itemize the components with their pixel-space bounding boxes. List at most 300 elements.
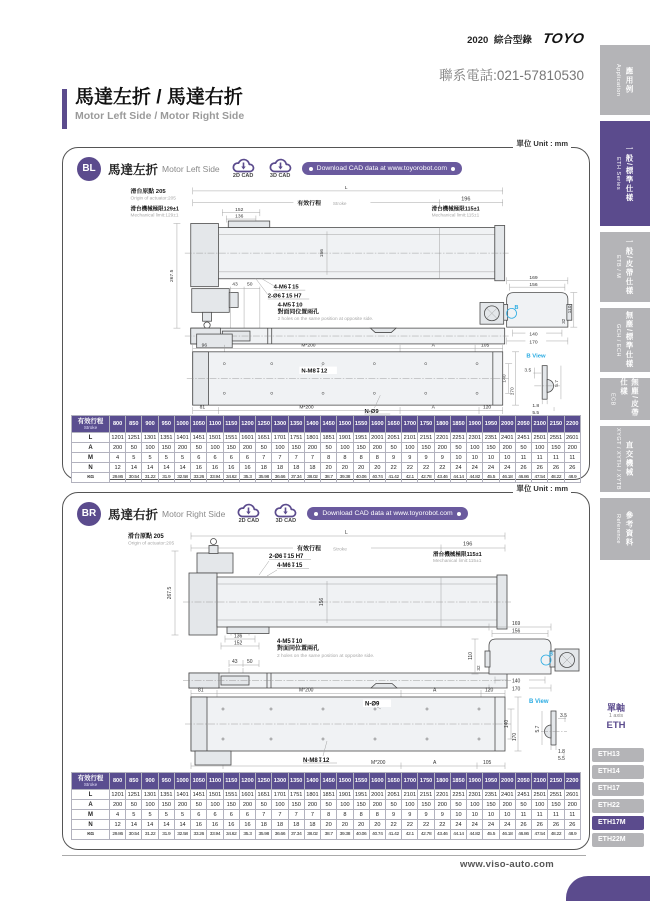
- download-cad-pill[interactable]: [307, 507, 467, 520]
- table-cell: 2601: [566, 434, 579, 441]
- table-cell: 44.82: [467, 473, 483, 483]
- sidebar-tab-reference[interactable]: [600, 498, 650, 560]
- stroke-col-header: 1350: [288, 773, 304, 790]
- table-cell: 11: [564, 810, 580, 820]
- table-cell: 150: [288, 800, 304, 810]
- stroke-col-header: 2050: [515, 416, 531, 433]
- stroke-col-header: 1500: [337, 773, 353, 790]
- dim-m200-bottom: M*200: [299, 405, 314, 411]
- table-cell: 2051: [387, 434, 400, 441]
- dim-169: 169: [529, 275, 538, 281]
- dim-170p: 170: [510, 387, 516, 396]
- tab-cn-label: 一般/標準仕樣: [625, 144, 634, 203]
- sidebar-tab-eth-series[interactable]: [600, 121, 650, 226]
- cad-2d-label: 2D CAD: [238, 518, 260, 524]
- table-cell: 1301: [143, 434, 157, 441]
- table-cell: 2301: [468, 791, 481, 798]
- dim-m200-top: M*200: [299, 687, 314, 694]
- table-cell: 26: [564, 463, 580, 473]
- series-tab-eth14[interactable]: ETH14: [592, 765, 644, 779]
- stroke-col-header: 1100: [207, 416, 223, 433]
- table-cell: 38.02: [304, 473, 320, 483]
- cad-3d-button[interactable]: [267, 158, 294, 179]
- table-cell: 8: [353, 453, 369, 463]
- tab-en-label: GCH / ECH: [615, 323, 621, 357]
- table-cell: 30.54: [126, 830, 142, 840]
- table-cell: 50: [256, 800, 272, 810]
- table-cell: 33.26: [191, 830, 207, 840]
- table-cell: 1951: [354, 791, 368, 798]
- label-n-m8: N-M8↧12: [301, 368, 328, 375]
- stroke-col-header: 850: [126, 416, 142, 433]
- table-cell: 1601: [241, 434, 254, 441]
- table-cell: 38.7: [321, 473, 337, 483]
- table-cell: 31.9: [158, 830, 174, 840]
- table-cell: 26: [564, 820, 580, 830]
- stroke-col-header: 2150: [548, 416, 564, 433]
- dim-3-5: 3.5: [560, 713, 567, 719]
- label-opposite-cn: 對面同位置兩孔: [277, 646, 320, 652]
- table-cell: 20: [353, 820, 369, 830]
- stroke-col-header: 1750: [418, 416, 434, 433]
- table-cell: 48.22: [548, 473, 564, 483]
- table-cell: 32.58: [174, 473, 190, 483]
- dim-156b: 156: [512, 628, 521, 635]
- stroke-col-header: 1800: [434, 773, 450, 790]
- table-cell: 40.06: [353, 473, 369, 483]
- table-cell: 12: [110, 820, 126, 830]
- label-n-o9: N-Ø9: [364, 409, 379, 415]
- table-cell: 200: [434, 800, 450, 810]
- stroke-col-header: 1500: [337, 416, 353, 433]
- table-cell: 1451: [192, 791, 206, 798]
- table-cell: 50: [450, 800, 466, 810]
- table-cell: 18: [304, 820, 320, 830]
- tab-cn-label: 直交機械: [625, 441, 634, 477]
- stroke-col-header: 1050: [191, 416, 207, 433]
- table-cell: 7: [288, 453, 304, 463]
- table-cell: 6: [191, 810, 207, 820]
- stroke-col-header: 1850: [450, 773, 466, 790]
- table-cell: 20: [321, 463, 337, 473]
- table-cell: 1851: [322, 791, 335, 798]
- table-row: [72, 790, 581, 800]
- dim-A-top: A: [431, 343, 435, 349]
- row-label: N: [72, 463, 110, 473]
- pill-dot: [314, 512, 318, 516]
- table-cell: 24: [467, 820, 483, 830]
- table-cell: 8: [321, 453, 337, 463]
- label-4-m6: 4-M6↧15: [273, 284, 299, 291]
- dim-110: 110: [567, 305, 573, 314]
- stroke-col-header: 2150: [548, 773, 564, 790]
- table-cell: 14: [158, 463, 174, 473]
- bl-front-view: [131, 185, 509, 328]
- stroke-col-header: 1700: [402, 416, 418, 433]
- table-cell: 46.86: [515, 473, 531, 483]
- stroke-col-header: 900: [142, 416, 158, 433]
- panel-br-header: [77, 500, 575, 527]
- dim-50: 50: [247, 282, 253, 288]
- table-cell: 200: [499, 443, 515, 453]
- stroke-col-header: 1100: [207, 773, 223, 790]
- dim-170s: 170: [512, 686, 521, 693]
- tab-en-label: Reference: [615, 514, 621, 544]
- mech-limit-115-en: Mechanical limit:115±1: [431, 213, 480, 219]
- table-cell: 46.18: [499, 473, 515, 483]
- stroke-col-header: 800: [110, 416, 126, 433]
- cloud-download-icon: [267, 158, 294, 174]
- section-b-marker: B: [514, 304, 519, 311]
- dim-43: 43: [232, 282, 238, 288]
- table-cell: 2151: [419, 791, 433, 798]
- table-cell: 7: [304, 810, 320, 820]
- table-cell: 41.42: [385, 473, 401, 483]
- label-opposite-en: 2 holes on the same position at opposite side.: [277, 317, 374, 323]
- table-cell: 9: [402, 810, 418, 820]
- series-tab-eth13[interactable]: ETH13: [592, 748, 644, 762]
- dim-169: 169: [512, 621, 521, 627]
- table-cell: 7: [256, 453, 272, 463]
- dim-43: 43: [232, 659, 238, 665]
- dim-5-7: 5.7: [535, 725, 541, 733]
- dim-50: 50: [247, 659, 253, 665]
- cad-2d-label: 2D CAD: [232, 173, 254, 179]
- table-cell: 14: [126, 820, 142, 830]
- dim-136: 136: [234, 633, 243, 640]
- table-cell: 44.14: [450, 473, 466, 483]
- table-cell: 42.78: [418, 473, 434, 483]
- table-cell: 2051: [387, 791, 400, 798]
- table-cell: 32.58: [174, 830, 190, 840]
- stroke-col-header: 900: [142, 773, 158, 790]
- table-cell: 18: [288, 820, 304, 830]
- table-cell: 9: [418, 453, 434, 463]
- table-cell: 100: [207, 443, 223, 453]
- br-plan-view: [185, 688, 522, 770]
- table-cell: 100: [402, 800, 418, 810]
- series-group-cn: 單軸: [606, 703, 625, 713]
- origin-label-en: Origin of actuator:205: [130, 196, 176, 202]
- pill-dot: [457, 512, 461, 516]
- corner-decoration: [566, 876, 650, 901]
- stroke-col-header: 950: [158, 416, 174, 433]
- series-nav-header: [590, 704, 642, 731]
- table-cell: 24: [483, 820, 499, 830]
- stroke-col-header: 2100: [532, 773, 548, 790]
- table-cell: 7: [272, 453, 288, 463]
- table-cell: 26: [548, 463, 564, 473]
- table-cell: 34.62: [223, 830, 239, 840]
- tab-cn-label: 應用例: [625, 66, 634, 94]
- row-label: L: [72, 433, 110, 443]
- cad-3d-button[interactable]: [272, 503, 299, 524]
- table-cell: 100: [272, 800, 288, 810]
- series-group-en: 1 axis: [608, 713, 624, 719]
- mech-limit-129-cn: 滑台機械極限129±1: [130, 206, 179, 213]
- table-cell: 8: [337, 810, 353, 820]
- table-cell: 7: [288, 810, 304, 820]
- mech-limit-129-en: Mechanical limit:129±1: [130, 213, 179, 219]
- panel-bl-header: [77, 155, 575, 182]
- stroke-col-header: 1650: [385, 416, 401, 433]
- table-cell: 11: [564, 453, 580, 463]
- table-cell: 37.34: [288, 830, 304, 840]
- table-cell: 31.22: [142, 830, 158, 840]
- table-cell: 150: [158, 443, 174, 453]
- table-cell: 200: [499, 800, 515, 810]
- series-tab-eth22[interactable]: ETH22: [592, 799, 644, 813]
- table-cell: 26: [532, 820, 548, 830]
- b-view-label: B View: [529, 699, 549, 705]
- stroke-col-header: 1250: [256, 416, 272, 433]
- table-cell: 1351: [160, 434, 173, 441]
- stroke-header: 有效行程 Stroke: [72, 416, 110, 433]
- table-cell: 45.5: [483, 830, 499, 840]
- table-cell: 5: [174, 453, 190, 463]
- table-cell: 20: [321, 820, 337, 830]
- stroke-col-header: 1400: [304, 416, 320, 433]
- table-cell: 50: [126, 443, 142, 453]
- table-cell: 50: [450, 443, 466, 453]
- table-cell: 10: [483, 453, 499, 463]
- stroke-col-header: 1050: [191, 773, 207, 790]
- table-cell: 40.06: [353, 830, 369, 840]
- dim-120: 120: [485, 687, 494, 694]
- dim-152: 152: [234, 640, 243, 647]
- table-cell: 34.62: [223, 473, 239, 483]
- stroke-label-en: Stroke: [333, 547, 347, 553]
- table-cell: 2401: [501, 791, 514, 798]
- dim-L: L: [345, 530, 348, 536]
- table-cell: 33.26: [191, 473, 207, 483]
- table-cell: 26: [548, 820, 564, 830]
- table-cell: 2351: [484, 434, 498, 441]
- dim-1-8: 1.8: [558, 749, 565, 755]
- pill-dot: [451, 167, 455, 171]
- dim-32: 32: [560, 318, 566, 324]
- series-tab-eth17[interactable]: ETH17: [592, 782, 644, 796]
- table-cell: 22: [402, 463, 418, 473]
- table-cell: 100: [337, 800, 353, 810]
- stroke-col-header: 1600: [369, 773, 385, 790]
- catalog-header: [467, 30, 584, 46]
- stroke-col-header: 1250: [256, 773, 272, 790]
- stroke-col-header: 1400: [304, 773, 320, 790]
- dim-170s: 170: [529, 340, 538, 346]
- stroke-col-header: 1950: [483, 416, 499, 433]
- cloud-download-icon: [272, 503, 299, 519]
- table-cell: 44.14: [450, 830, 466, 840]
- table-cell: 22: [418, 463, 434, 473]
- table-cell: 29.86: [110, 830, 126, 840]
- table-row: [72, 830, 581, 840]
- cad-2d-button[interactable]: [230, 158, 257, 179]
- table-cell: 9: [418, 810, 434, 820]
- dim-140p: 140: [504, 719, 510, 729]
- table-cell: 38.7: [321, 830, 337, 840]
- table-cell: 14: [126, 463, 142, 473]
- table-cell: 2201: [436, 791, 449, 798]
- table-cell: 2551: [549, 434, 563, 441]
- table-cell: 2101: [403, 791, 417, 798]
- tab-en-label: ETB / M: [615, 255, 621, 279]
- stroke-col-header: 1600: [369, 416, 385, 433]
- dim-136: 136: [235, 214, 244, 220]
- table-row: [72, 473, 581, 483]
- panel-title-cn: 馬達右折: [108, 507, 159, 522]
- table-cell: 20: [353, 463, 369, 473]
- table-cell: 200: [564, 443, 580, 453]
- sidebar-tab-ecb[interactable]: [600, 378, 650, 420]
- table-cell: 1751: [289, 791, 303, 798]
- table-cell: 5: [174, 810, 190, 820]
- dim-140s: 140: [529, 332, 538, 338]
- table-cell: 39.38: [337, 830, 353, 840]
- dim-32: 32: [476, 665, 481, 671]
- tab-cn-label: 無塵/標準仕樣: [625, 311, 634, 369]
- tab-cn-label: 參考資料: [625, 511, 634, 547]
- table-cell: 14: [174, 463, 190, 473]
- table-cell: 4: [110, 810, 126, 820]
- download-cad-text: Download CAD data at www.toyorobot.com: [322, 510, 453, 517]
- tab-cn-label: 一般/皮帶仕樣: [625, 238, 634, 296]
- dim-267: 267.5: [169, 269, 175, 282]
- table-cell: 24: [450, 463, 466, 473]
- table-cell: 5: [158, 453, 174, 463]
- sidebar-tab-application[interactable]: [600, 45, 650, 115]
- table-cell: 50: [191, 443, 207, 453]
- bl-b-view-detail: [524, 354, 561, 415]
- dim-m200-bottom: M*200: [371, 760, 386, 766]
- table-cell: 18: [304, 463, 320, 473]
- table-cell: 50: [515, 800, 531, 810]
- table-cell: 18: [272, 463, 288, 473]
- label-n-m8: N-M8↧12: [303, 758, 330, 764]
- footer-website: www.viso-auto.com: [460, 859, 554, 870]
- table-cell: 50: [191, 800, 207, 810]
- row-label: A: [72, 800, 110, 810]
- download-cad-pill[interactable]: [302, 162, 462, 175]
- table-cell: 200: [239, 800, 255, 810]
- stroke-col-header: 1350: [288, 416, 304, 433]
- br-front-view: [128, 530, 511, 673]
- table-cell: 8: [353, 810, 369, 820]
- br-spec-table: [71, 772, 581, 840]
- table-cell: 37.34: [288, 473, 304, 483]
- table-cell: 200: [369, 443, 385, 453]
- table-cell: 2251: [452, 791, 465, 798]
- table-cell: 50: [321, 800, 337, 810]
- stroke-col-header: 950: [158, 773, 174, 790]
- table-cell: 9: [434, 810, 450, 820]
- table-cell: 8: [321, 810, 337, 820]
- table-cell: 5: [126, 453, 142, 463]
- mech-limit-115-en: Mechanical limit:115±1: [433, 559, 482, 564]
- table-cell: 2501: [533, 791, 546, 798]
- stroke-header: 有效行程 Stroke: [72, 773, 110, 790]
- dim-120: 120: [482, 405, 492, 411]
- table-cell: 2001: [371, 791, 384, 798]
- table-cell: 30.54: [126, 473, 142, 483]
- table-cell: 6: [207, 453, 223, 463]
- series-tab-eth17m[interactable]: ETH17M: [592, 816, 644, 830]
- table-cell: 11: [515, 810, 531, 820]
- table-cell: 29.86: [110, 473, 126, 483]
- sidebar-tab-xy-series[interactable]: [600, 426, 650, 492]
- dim-196: 196: [461, 196, 471, 203]
- table-cell: 2151: [419, 434, 433, 441]
- table-cell: 43.46: [434, 473, 450, 483]
- br-top-strip-view: [183, 673, 511, 688]
- table-row: [72, 433, 581, 443]
- table-cell: 42.1: [402, 473, 418, 483]
- table-cell: 50: [256, 443, 272, 453]
- dim-152: 152: [235, 208, 244, 214]
- table-cell: 48.22: [548, 830, 564, 840]
- download-cad-text: Download CAD data at www.toyorobot.com: [316, 165, 447, 172]
- table-row: [72, 463, 581, 473]
- table-cell: 150: [548, 443, 564, 453]
- dim-170p: 170: [512, 732, 518, 742]
- table-cell: 150: [223, 443, 239, 453]
- table-cell: 22: [385, 820, 401, 830]
- table-cell: 35.3: [239, 830, 255, 840]
- table-cell: 35.98: [256, 473, 272, 483]
- series-tab-eth22m[interactable]: ETH22M: [592, 833, 644, 847]
- table-cell: 100: [337, 443, 353, 453]
- stroke-label-cn: 有效行程: [297, 546, 322, 553]
- dim-L: L: [344, 185, 348, 191]
- table-cell: 20: [337, 820, 353, 830]
- table-cell: 200: [564, 800, 580, 810]
- stroke-col-header: 850: [126, 773, 142, 790]
- table-cell: 11: [532, 810, 548, 820]
- dim-156: 156: [319, 597, 325, 607]
- table-cell: 1801: [306, 434, 319, 441]
- table-cell: 4: [110, 453, 126, 463]
- table-cell: 50: [126, 800, 142, 810]
- br-b-view-detail: [529, 699, 567, 762]
- sidebar-tab-gch-ech[interactable]: [600, 308, 650, 372]
- stroke-col-header: 1700: [402, 773, 418, 790]
- table-cell: 39.38: [337, 473, 353, 483]
- table-cell: 24: [499, 820, 515, 830]
- stroke-col-header: 800: [110, 773, 126, 790]
- label-2-o6: 2-Ø6↧15 H7: [267, 293, 302, 300]
- series-group-code: ETH: [606, 720, 626, 731]
- stroke-col-header: 1150: [223, 416, 239, 433]
- table-cell: 100: [142, 443, 158, 453]
- table-cell: 1651: [257, 434, 270, 441]
- table-cell: 11: [548, 810, 564, 820]
- stroke-label-en: Stroke: [332, 202, 347, 208]
- table-cell: 47.54: [532, 830, 548, 840]
- table-row: [72, 820, 581, 830]
- table-cell: 150: [418, 443, 434, 453]
- stroke-col-header: 2000: [499, 773, 515, 790]
- stroke-col-header: 1900: [467, 773, 483, 790]
- table-cell: 50: [385, 443, 401, 453]
- table-cell: 200: [110, 800, 126, 810]
- table-cell: 36.66: [272, 473, 288, 483]
- table-row: [72, 810, 581, 820]
- cad-2d-button[interactable]: [235, 503, 262, 524]
- table-cell: 2001: [371, 434, 384, 441]
- br-badge: BR: [77, 502, 101, 526]
- sidebar-tab-etb-m[interactable]: [600, 232, 650, 302]
- row-label: M: [72, 810, 110, 820]
